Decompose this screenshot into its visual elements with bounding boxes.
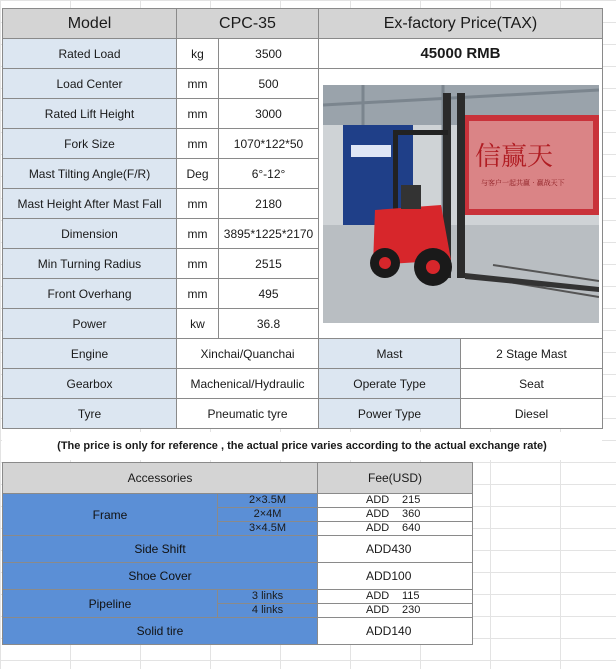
spec-header-row (3, 9, 603, 39)
accessory-fee: ADD 115 (318, 590, 473, 604)
detail-row (3, 399, 603, 429)
detail-row (3, 369, 603, 399)
spec-unit: mm (177, 279, 219, 309)
detail-label: Operate Type (319, 369, 461, 399)
banner-text: 信赢天 (474, 141, 553, 172)
spec-row (3, 69, 603, 99)
fee-header: Fee(USD) (318, 463, 473, 494)
spec-label: Mast Tilting Angle(F/R) (3, 159, 177, 189)
accessory-fee: ADD 215 (318, 494, 473, 508)
spec-unit: mm (177, 129, 219, 159)
accessory-row (3, 590, 473, 604)
detail-value: Diesel (461, 399, 603, 429)
detail-value: Machenical/Hydraulic (177, 369, 319, 399)
accessory-option: 2×4M (218, 508, 318, 522)
spec-value: 2180 (219, 189, 319, 219)
spec-value: 495 (219, 279, 319, 309)
spec-label: Front Overhang (3, 279, 177, 309)
spec-value: 6°-12° (219, 159, 319, 189)
accessories-header-row (3, 463, 473, 494)
detail-label: Engine (3, 339, 177, 369)
spec-value: 3000 (219, 99, 319, 129)
detail-label: Power Type (319, 399, 461, 429)
model-value: CPC-35 (177, 9, 319, 39)
accessory-label-side-shift: Side Shift (3, 536, 318, 563)
accessory-row (3, 563, 473, 590)
accessory-row (3, 618, 473, 645)
spec-value: 500 (219, 69, 319, 99)
accessories-header: Accessories (3, 463, 318, 494)
accessory-label-pipeline: Pipeline (3, 590, 218, 618)
detail-label: Mast (319, 339, 461, 369)
accessory-option: 3×4.5M (218, 522, 318, 536)
accessory-fee: ADD 360 (318, 508, 473, 522)
spec-value: 2515 (219, 249, 319, 279)
spec-unit: Deg (177, 159, 219, 189)
price-label: Ex-factory Price(TAX) (319, 9, 603, 39)
banner-subtext: 与客户一起共赢 · 赢战天下 (480, 178, 565, 187)
accessory-fee: ADD430 (318, 536, 473, 563)
accessory-option: 3 links (218, 590, 318, 604)
detail-label: Tyre (3, 399, 177, 429)
spec-label: Rated Load (3, 39, 177, 69)
spec-unit: mm (177, 249, 219, 279)
accessories-table (2, 462, 473, 645)
accessory-fee: ADD 640 (318, 522, 473, 536)
accessory-label-shoe-cover: Shoe Cover (3, 563, 318, 590)
price-note: (The price is only for reference , the actual price varies according to the actual exchange rate) (2, 432, 602, 460)
accessory-row (3, 536, 473, 563)
accessory-fee: ADD140 (318, 618, 473, 645)
detail-value: Xinchai/Quanchai (177, 339, 319, 369)
detail-row (3, 339, 603, 369)
spec-value: 1070*122*50 (219, 129, 319, 159)
spec-label: Mast Height After Mast Fall (3, 189, 177, 219)
spec-unit: kg (177, 39, 219, 69)
accessory-label-solid-tire: Solid tire (3, 618, 318, 645)
spec-table (2, 8, 603, 429)
spec-unit: mm (177, 189, 219, 219)
spec-label: Min Turning Radius (3, 249, 177, 279)
spec-label: Load Center (3, 69, 177, 99)
spec-value: 36.8 (219, 309, 319, 339)
accessory-row (3, 494, 473, 508)
accessory-fee: ADD100 (318, 563, 473, 590)
model-label: Model (3, 9, 177, 39)
spec-value: 3500 (219, 39, 319, 69)
spec-label: Power (3, 309, 177, 339)
spec-row (3, 39, 603, 69)
forklift-photo (323, 85, 599, 323)
spec-unit: mm (177, 69, 219, 99)
spec-label: Fork Size (3, 129, 177, 159)
accessory-option: 4 links (218, 604, 318, 618)
accessory-option: 2×3.5M (218, 494, 318, 508)
detail-value: 2 Stage Mast (461, 339, 603, 369)
accessory-fee: ADD 230 (318, 604, 473, 618)
spec-label: Dimension (3, 219, 177, 249)
spec-label: Rated Lift Height (3, 99, 177, 129)
spec-unit: mm (177, 99, 219, 129)
detail-label: Gearbox (3, 369, 177, 399)
spec-value: 3895*1225*2170 (219, 219, 319, 249)
detail-value: Pneumatic tyre (177, 399, 319, 429)
accessory-label-frame: Frame (3, 494, 218, 536)
detail-value: Seat (461, 369, 603, 399)
spec-unit: mm (177, 219, 219, 249)
spec-unit: kw (177, 309, 219, 339)
forklift-photo-cell (319, 69, 603, 339)
price-value: 45000 RMB (319, 39, 603, 69)
